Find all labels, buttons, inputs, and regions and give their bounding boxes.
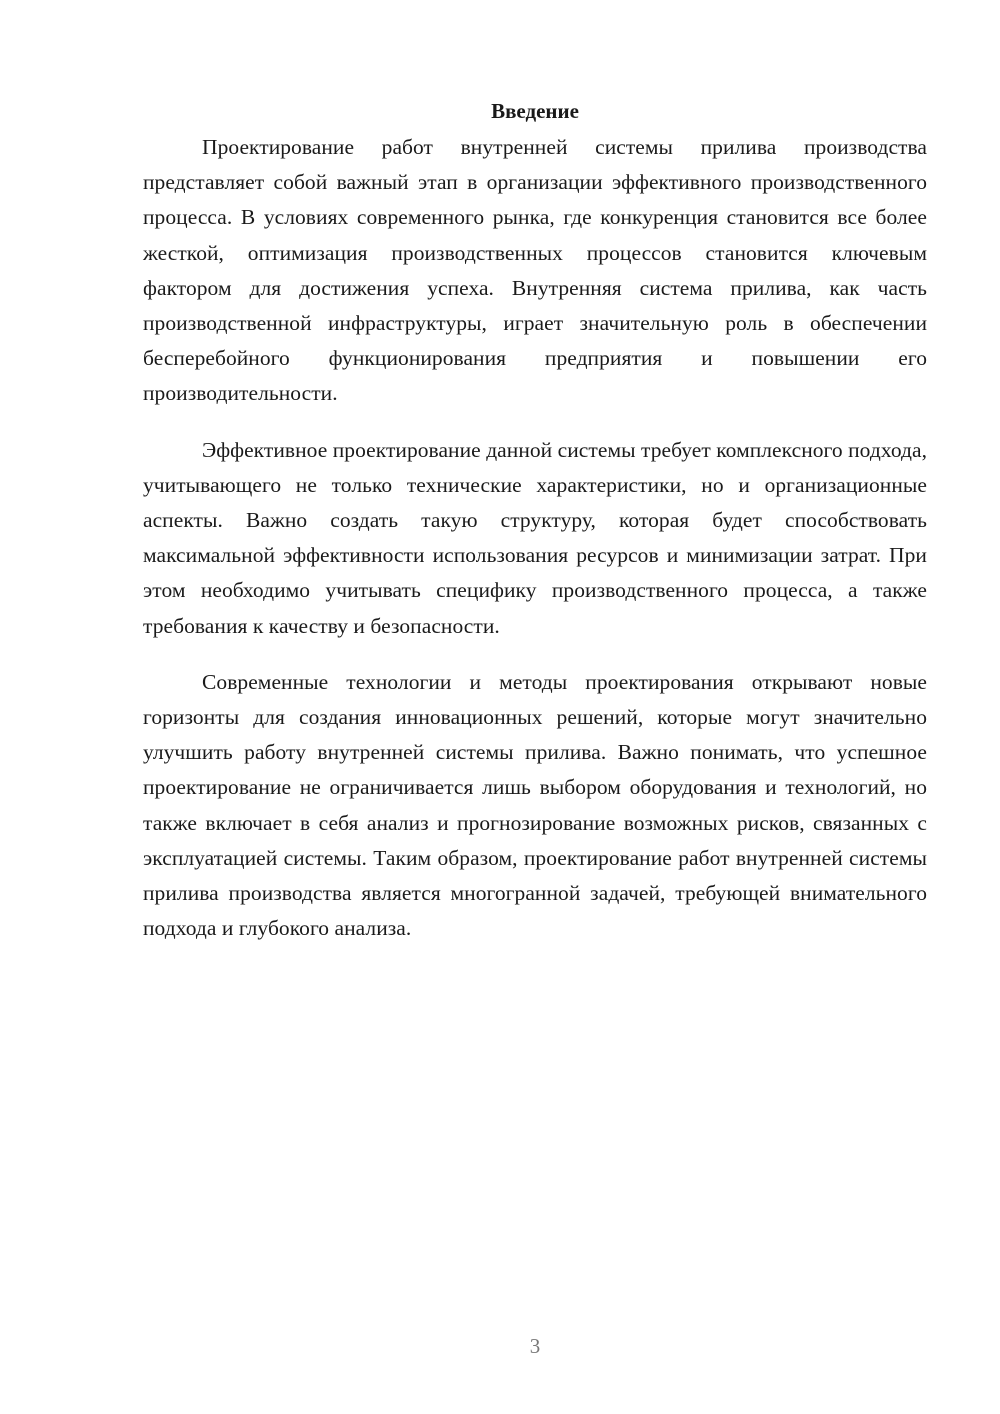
page-number: 3 bbox=[529, 1334, 541, 1358]
section-heading: Введение bbox=[491, 99, 579, 123]
paragraph-2: Эффективное проектирование данной системы требует комплексного подхода, учитывающего не только технические характеристики, но и организационные аспекты. Важно создать такую структуру, которая будет способствовать максимальной эффективности использования ресурсов и минимизации затрат. При этом необходимо учитывать специфику производственного процесса, а также требования к качеству и безопасности. bbox=[143, 437, 928, 638]
paragraph-1: Проектирование работ внутренней системы прилива производства представляет собой важный этап в организации эффективного производственного процесса. В условиях современного рынка, где конкуренция становится все более жесткой, оптимизация производственных процессов становится ключевым фактором для достижения успеха. Внутренняя система прилива, как часть производственной инфраструктуры, играет значительную роль в обеспечении бесперебойного функционирования предприятия и повышении его производительности. bbox=[143, 135, 927, 406]
paragraph-3: Современные технологии и методы проектирования открывают новые горизонты для создания инновационных решений, которые могут значительно улучшить работу внутренней системы прилива. Важно понимать, что успешное проектирование не ограничивается лишь выбором оборудования и технологий, но также включает в себя анализ и прогнозирование возможных рисков, связанных с эксплуатацией системы. Таким образом, проектирование работ внутренней системы прилива производства является многогранной задачей, требующей внимательного подхода и глубокого анализа. bbox=[143, 669, 927, 941]
page-content bbox=[143, 96, 927, 967]
